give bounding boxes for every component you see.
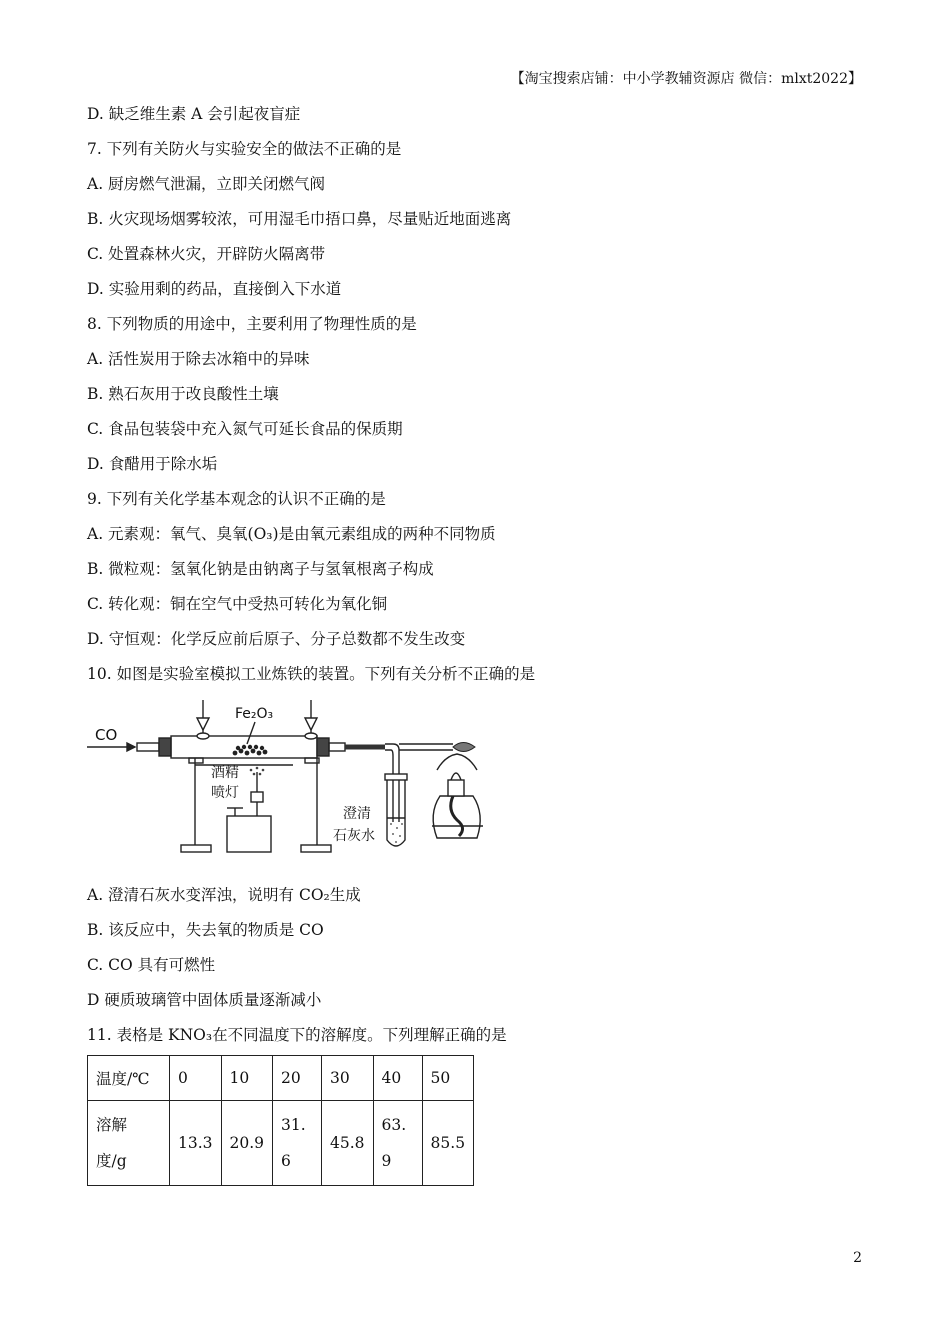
co-label: CO <box>95 726 118 744</box>
solubility-cell: 13.3 <box>170 1101 222 1186</box>
solubility-cell: 20.9 <box>221 1101 273 1186</box>
temperature-header: 温度/℃ <box>88 1056 170 1101</box>
table-row-solubility <box>88 1101 474 1186</box>
temperature-cell: 10 <box>221 1056 273 1101</box>
option-10d: D 硬质玻璃管中固体质量逐渐减小 <box>87 991 322 1009</box>
solubility-cell: 63. 9 <box>373 1101 422 1186</box>
question-8: 8. 下列物质的用途中，主要利用了物理性质的是 <box>87 315 417 333</box>
temperature-cell: 50 <box>422 1056 474 1101</box>
option-7b: B. 火灾现场烟雾较浓，可用湿毛巾捂口鼻，尽量贴近地面逃离 <box>87 210 512 228</box>
question-7: 7. 下列有关防火与实验安全的做法不正确的是 <box>87 140 402 158</box>
temperature-cell: 40 <box>373 1056 422 1101</box>
option-8b: B. 熟石灰用于改良酸性土壤 <box>87 385 279 403</box>
option-6d: D. 缺乏维生素 A 会引起夜盲症 <box>87 105 301 123</box>
option-10c: C. CO 具有可燃性 <box>87 956 216 974</box>
blow-lamp-label-line1: 酒精 <box>211 765 239 781</box>
option-9c: C. 转化观：铜在空气中受热可转化为氧化铜 <box>87 595 388 613</box>
solubility-table <box>87 1055 474 1186</box>
option-8a: A. 活性炭用于除去冰箱中的异味 <box>87 350 310 368</box>
option-7c: C. 处置森林火灾，开辟防火隔离带 <box>87 245 326 263</box>
option-9d: D. 守恒观：化学反应前后原子、分子总数都不发生改变 <box>87 630 466 648</box>
temperature-cell: 0 <box>170 1056 222 1101</box>
limewater-label-line1: 澄清 <box>343 806 371 822</box>
page-header: 【淘宝搜索店铺：中小学教辅资源店 微信：mlxt2022】 <box>510 71 862 87</box>
page-number: 2 <box>853 1250 862 1266</box>
question-9: 9. 下列有关化学基本观念的认识不正确的是 <box>87 490 386 508</box>
question-10: 10. 如图是实验室模拟工业炼铁的装置。下列有关分析不正确的是 <box>87 665 536 683</box>
limewater-label-line2: 石灰水 <box>333 828 375 844</box>
solubility-cell: 45.8 <box>322 1101 374 1186</box>
iron-smelting-apparatus-diagram <box>85 700 505 860</box>
solubility-header: 溶解 度/g <box>88 1101 170 1186</box>
solubility-cell: 31. 6 <box>273 1101 322 1186</box>
option-10a: A. 澄清石灰水变浑浊，说明有 CO₂生成 <box>87 886 361 904</box>
option-8d: D. 食醋用于除水垢 <box>87 455 218 473</box>
option-10b: B. 该反应中，失去氧的物质是 CO <box>87 921 324 939</box>
option-7d: D. 实验用剩的药品，直接倒入下水道 <box>87 280 342 298</box>
solubility-cell: 85.5 <box>422 1101 474 1186</box>
blow-lamp-label-line2: 喷灯 <box>211 785 239 801</box>
fe2o3-label: Fe₂O₃ <box>235 706 274 722</box>
option-9b: B. 微粒观：氢氧化钠是由钠离子与氢氧根离子构成 <box>87 560 434 578</box>
table-row-temperature <box>88 1056 474 1101</box>
option-7a: A. 厨房燃气泄漏，立即关闭燃气阀 <box>87 175 326 193</box>
temperature-cell: 30 <box>322 1056 374 1101</box>
option-9a: A. 元素观：氧气、臭氧(O₃)是由氧元素组成的两种不同物质 <box>87 525 496 543</box>
option-8c: C. 食品包装袋中充入氮气可延长食品的保质期 <box>87 420 403 438</box>
temperature-cell: 20 <box>273 1056 322 1101</box>
question-11: 11. 表格是 KNO₃在不同温度下的溶解度。下列理解正确的是 <box>87 1026 507 1044</box>
